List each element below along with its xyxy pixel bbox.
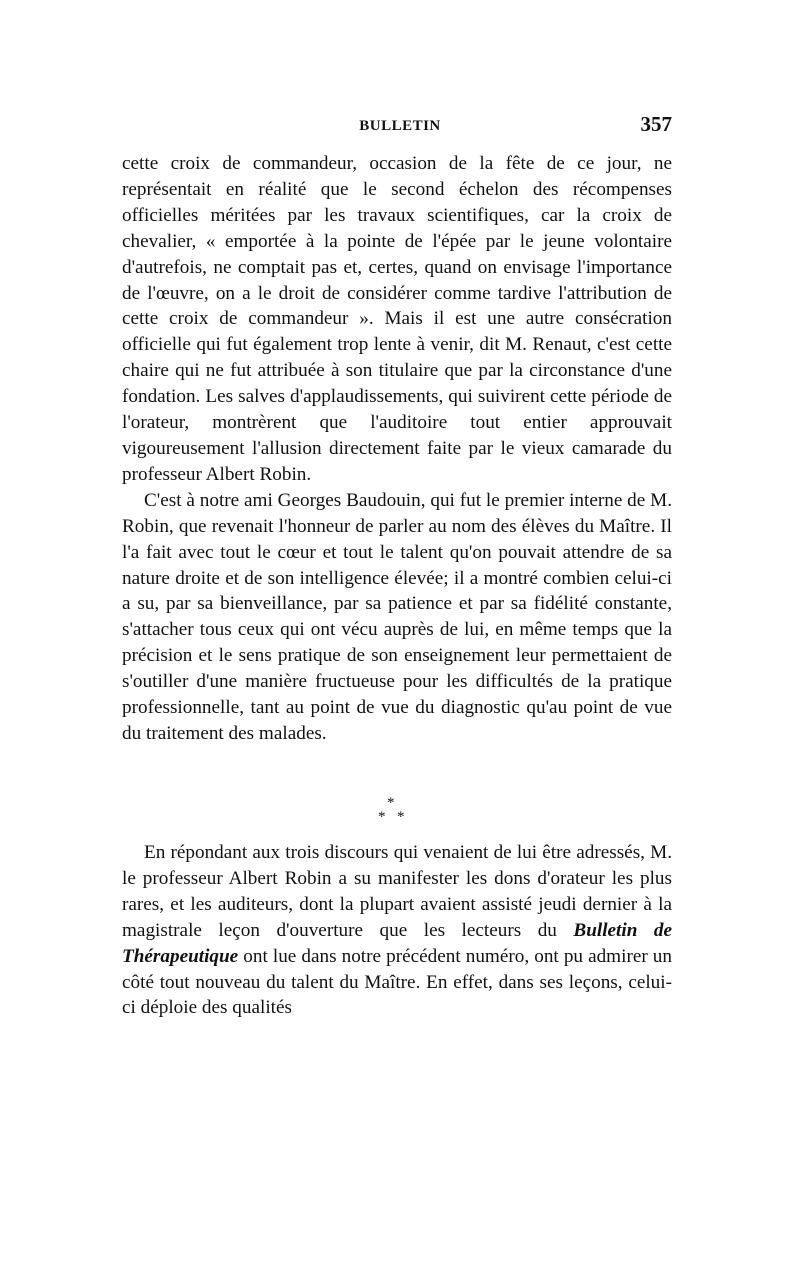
- paragraph-2: C'est à notre ami Georges Baudouin, qui fut le premier interne de M. Robin, que revenait l'honneur de parler au nom des élèves du Maître. Il l'a fait avec tout le cœur et tout le talent qu'on pouvait attendre de sa nature droite et de son intelligence élevée; il a montré combien celui-ci a su, par sa bienveillance, par sa patience et par sa fidélité constante, s'attacher tous ceux qui ont vécu auprès de lui, en même temps que la précision et le sens pratique de son enseignement leur permettaient de s'outiller d'une manière fructueuse pour les difficultés de la pratique professionnelle, tant au point de vue du diagnostic qu'au point de vue du traitement des malades.: [122, 489, 672, 744]
- paragraph-3-text-end: ont lue dans notre précédent numéro, ont pu admirer un côté tout nouveau du talent du Maître. En effet, dans ses leçons, celui-ci déploie des qualités: [122, 945, 672, 1019]
- paragraph-3: [122, 840, 672, 1021]
- asterism-star-left: *: [378, 809, 386, 825]
- running-head: [120, 112, 680, 142]
- body-text-bottom: [122, 840, 672, 1021]
- asterism-star-top: *: [387, 795, 395, 811]
- paragraph-3-text-start: En répondant aux trois discours qui venaient de lui être adressés, M. le professeur Albert Robin a su manifester les dons d'orateur les plus rares, et les auditeurs, dont la plupart avaient assisté jeudi dernier à la magistrale leçon d'ouverture que les lecteurs du: [122, 842, 672, 941]
- section-asterism: [370, 796, 410, 832]
- paragraph-1: cette croix de commandeur, occasion de la fête de ce jour, ne représentait en réalité que le second échelon des récompenses officielles méritées par les travaux scientifiques, car la croix de chevalier, « emportée à la pointe de l'épée par le jeune volontaire d'autrefois, ne comptait pas et, certes, quand on envisage l'importance de l'œuvre, on a le droit de considérer comme tardive l'attribution de cette croix de commandeur ». Mais il est une autre consécration officielle qui fut également trop lente à venir, dit M. Renaut, c'est cette chaire qui ne fut attribuée à son titulaire que par la circonstance d'une fondation. Les salves d'applaudissements, qui suivirent cette période de l'orateur, montrèrent que l'auditoire tout entier approuvait vigoureusement l'allusion directement faite par le vieux camarade du professeur Albert Robin.: [122, 153, 672, 485]
- body-text-top: [122, 151, 672, 747]
- asterism-star-right: *: [397, 809, 405, 825]
- running-title: BULLETIN: [359, 118, 441, 134]
- page-number: 357: [640, 112, 672, 136]
- journal-title: Bulletin de Thérapeutique: [122, 919, 672, 967]
